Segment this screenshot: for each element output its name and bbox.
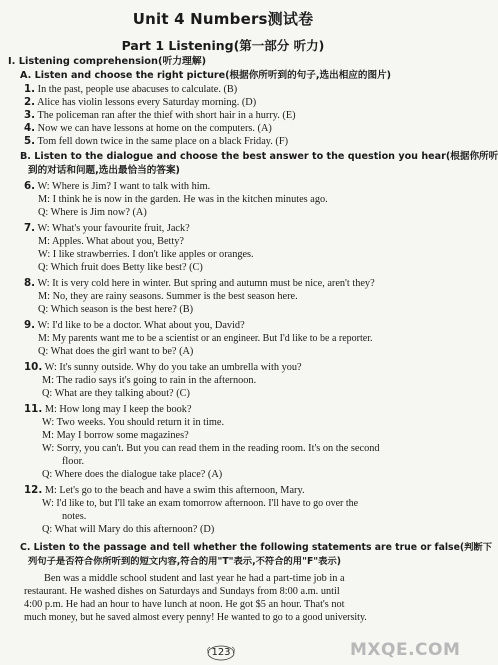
dialogue-question: Q: Where is Jim now? (A) xyxy=(38,207,147,218)
passage-line: much money, but he saved almost every penny! He wanted to go to a good university. xyxy=(24,612,367,623)
page-number: 123 xyxy=(206,645,236,661)
list-item: 4. Now we can have lessons at home on the computers. (A) xyxy=(24,122,272,134)
list-item: 2. Alice has violin lessons every Saturday morning. (D) xyxy=(24,96,257,108)
dialogue-line: W: Two weeks. You should return it in time. xyxy=(42,417,225,428)
dialogue-question: Q: What are they talking about? (C) xyxy=(42,388,190,399)
passage-line: 4:00 p.m. He had an hour to have lunch at noon. He got $5 an hour. That's not xyxy=(24,599,345,610)
section-c-heading: C. Listen to the passage and tell whether the following statements are true or false(判断下 xyxy=(20,542,493,553)
passage-line: restaurant. He washed dishes on Saturdays and Sundays from 8:00 a.m. until xyxy=(24,586,340,597)
dialogue-line: W: I like strawberries. I don't like apples or oranges. xyxy=(38,249,254,260)
dialogue-line: 7. W: What's your favourite fruit, Jack? xyxy=(24,222,190,234)
dialogue-line: 10. W: It's sunny outside. Why do you take an umbrella with you? xyxy=(24,361,302,373)
dialogue-question: Q: What does the girl want to be? (A) xyxy=(38,346,194,357)
dialogue-line: M: Apples. What about you, Betty? xyxy=(38,236,184,247)
dialogue-question: Q: Where does the dialogue take place? (A) xyxy=(42,469,223,480)
dialogue-line: M: I think he is now in the garden. He was in the kitchen minutes ago. xyxy=(38,194,328,205)
dialogue-line: M: No, they are rainy seasons. Summer is the best season here. xyxy=(38,291,298,302)
page-title: Unit 4 Numbers测试卷 xyxy=(132,10,314,28)
dialogue-line: floor. xyxy=(62,456,85,467)
section-heading: Ⅰ. Listening comprehension(听力理解) xyxy=(8,56,207,67)
list-item: 3. The policeman ran after the thief with short hair in a hurry. (E) xyxy=(24,109,296,121)
section-c-heading-cont: 列句子是否符合你所听到的短文内容,符合的用"T"表示,不符合的用"F"表示) xyxy=(28,556,341,567)
dialogue-line: 12. M: Let's go to the beach and have a swim this afternoon, Mary. xyxy=(24,484,305,496)
dialogue-line: 9. W: I'd like to be a doctor. What about you, David? xyxy=(24,319,245,331)
dialogue-line: 8. W: It is very cold here in winter. But spring and autumn must be nice, aren't they? xyxy=(24,277,375,289)
watermark: MXQE.COM xyxy=(350,640,461,660)
dialogue-line: 6. W: Where is Jim? I want to talk with him. xyxy=(24,180,211,192)
section-b-heading: B. Listen to the dialogue and choose the best answer to the question you hear(根据你所听 xyxy=(20,151,498,162)
passage-line: Ben was a middle school student and last year he had a part-time job in a xyxy=(44,573,345,584)
dialogue-line: W: I'd like to, but I'll take an exam tomorrow afternoon. I'll have to go over the xyxy=(42,498,359,509)
part-heading: Part 1 Listening(第一部分 听力) xyxy=(121,38,325,53)
list-item: 5. Tom fell down twice in the same place on a black Friday. (F) xyxy=(24,135,288,147)
dialogue-question: Q: What will Mary do this afternoon? (D) xyxy=(42,524,215,535)
dialogue-line: M: The radio says it's going to rain in the afternoon. xyxy=(42,375,257,386)
dialogue-line: notes. xyxy=(62,511,87,522)
section-a-heading: A. Listen and choose the right picture(根据你所听到的句子,选出相应的图片) xyxy=(20,70,392,81)
section-b-heading-cont: 到的对话和问题,选出最恰当的答案) xyxy=(28,165,180,176)
dialogue-question: Q: Which fruit does Betty like best? (C) xyxy=(38,262,203,273)
dialogue-line: W: Sorry, you can't. But you can read them in the reading room. It's on the second xyxy=(42,443,380,454)
dialogue-line: M: My parents want me to be a scientist or an engineer. But I'd like to be a reporter. xyxy=(38,333,373,344)
dialogue-question: Q: Which season is the best here? (B) xyxy=(38,304,194,315)
dialogue-line: M: May I borrow some magazines? xyxy=(42,430,189,441)
list-item: 1. In the past, people use abacuses to calculate. (B) xyxy=(24,83,238,95)
dialogue-line: 11. M: How long may I keep the book? xyxy=(24,403,192,415)
